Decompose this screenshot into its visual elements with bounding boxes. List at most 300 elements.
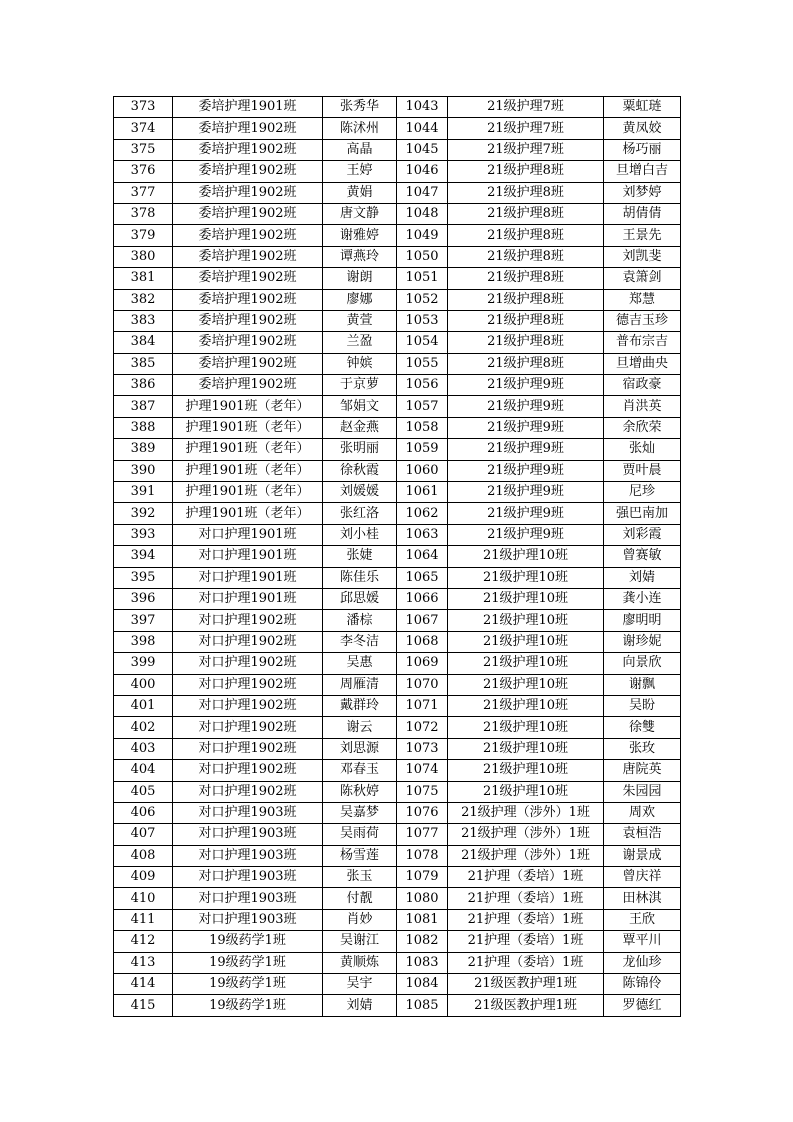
class-name-cell: 委培护理1902班 xyxy=(173,225,323,246)
serial-number-cell: 1064 xyxy=(397,546,448,567)
student-name-cell: 谢云 xyxy=(323,717,397,738)
class-name-cell: 21级护理8班 xyxy=(448,332,604,353)
serial-number-cell: 1074 xyxy=(397,760,448,781)
student-name-cell: 张灿 xyxy=(604,439,681,460)
student-name-cell: 袁桓浩 xyxy=(604,824,681,845)
table-row xyxy=(114,417,681,438)
class-name-cell: 21级护理10班 xyxy=(448,610,604,631)
student-name-cell: 于京萝 xyxy=(323,375,397,396)
serial-number-cell: 1067 xyxy=(397,610,448,631)
class-name-cell: 21级护理7班 xyxy=(448,118,604,139)
student-name-cell: 谭燕玲 xyxy=(323,246,397,267)
class-name-cell: 21级护理7班 xyxy=(448,97,604,118)
class-name-cell: 委培护理1902班 xyxy=(173,289,323,310)
student-name-cell: 张秀华 xyxy=(323,97,397,118)
student-name-cell: 黄顺炼 xyxy=(323,952,397,973)
table-row xyxy=(114,161,681,182)
serial-number-cell: 375 xyxy=(114,139,173,160)
class-name-cell: 对口护理1902班 xyxy=(173,631,323,652)
class-name-cell: 21级护理10班 xyxy=(448,674,604,695)
student-name-cell: 陈秋婷 xyxy=(323,781,397,802)
serial-number-cell: 385 xyxy=(114,353,173,374)
serial-number-cell: 373 xyxy=(114,97,173,118)
student-name-cell: 潘棕 xyxy=(323,610,397,631)
student-name-cell: 刘婧 xyxy=(604,567,681,588)
student-name-cell: 德吉玉珍 xyxy=(604,310,681,331)
table-row xyxy=(114,182,681,203)
table-row xyxy=(114,139,681,160)
class-name-cell: 委培护理1902班 xyxy=(173,118,323,139)
serial-number-cell: 1043 xyxy=(397,97,448,118)
serial-number-cell: 377 xyxy=(114,182,173,203)
table-row xyxy=(114,268,681,289)
class-name-cell: 21护理（委培）1班 xyxy=(448,909,604,930)
serial-number-cell: 1045 xyxy=(397,139,448,160)
class-name-cell: 21级护理10班 xyxy=(448,546,604,567)
table-row xyxy=(114,246,681,267)
serial-number-cell: 389 xyxy=(114,439,173,460)
student-name-cell: 陈沭州 xyxy=(323,118,397,139)
serial-number-cell: 1057 xyxy=(397,396,448,417)
class-name-cell: 委培护理1902班 xyxy=(173,139,323,160)
serial-number-cell: 401 xyxy=(114,695,173,716)
serial-number-cell: 1055 xyxy=(397,353,448,374)
serial-number-cell: 378 xyxy=(114,203,173,224)
serial-number-cell: 380 xyxy=(114,246,173,267)
table-row xyxy=(114,225,681,246)
serial-number-cell: 1062 xyxy=(397,503,448,524)
serial-number-cell: 1063 xyxy=(397,524,448,545)
serial-number-cell: 1073 xyxy=(397,738,448,759)
serial-number-cell: 1054 xyxy=(397,332,448,353)
class-name-cell: 21护理（委培）1班 xyxy=(448,931,604,952)
serial-number-cell: 396 xyxy=(114,588,173,609)
serial-number-cell: 403 xyxy=(114,738,173,759)
class-name-cell: 对口护理1903班 xyxy=(173,845,323,866)
class-name-cell: 对口护理1901班 xyxy=(173,567,323,588)
class-name-cell: 委培护理1901班 xyxy=(173,97,323,118)
student-name-cell: 杨雪莲 xyxy=(323,845,397,866)
student-name-cell: 龙仙珍 xyxy=(604,952,681,973)
table-row xyxy=(114,353,681,374)
student-name-cell: 谢景成 xyxy=(604,845,681,866)
student-name-cell: 刘凯斐 xyxy=(604,246,681,267)
student-name-cell: 赵金燕 xyxy=(323,417,397,438)
table-row xyxy=(114,674,681,695)
serial-number-cell: 1052 xyxy=(397,289,448,310)
class-name-cell: 对口护理1903班 xyxy=(173,867,323,888)
serial-number-cell: 374 xyxy=(114,118,173,139)
student-name-cell: 钟嫔 xyxy=(323,353,397,374)
student-name-cell: 刘思源 xyxy=(323,738,397,759)
class-name-cell: 护理1901班（老年） xyxy=(173,482,323,503)
student-name-cell: 刘小桂 xyxy=(323,524,397,545)
serial-number-cell: 376 xyxy=(114,161,173,182)
table-row xyxy=(114,97,681,118)
student-name-cell: 谢飘 xyxy=(604,674,681,695)
serial-number-cell: 379 xyxy=(114,225,173,246)
table-row xyxy=(114,203,681,224)
student-name-cell: 曾赛敏 xyxy=(604,546,681,567)
class-name-cell: 21级护理8班 xyxy=(448,310,604,331)
student-name-cell: 覃平川 xyxy=(604,931,681,952)
student-name-cell: 谢雅婷 xyxy=(323,225,397,246)
table-row xyxy=(114,439,681,460)
serial-number-cell: 397 xyxy=(114,610,173,631)
student-name-cell: 徐雙 xyxy=(604,717,681,738)
serial-number-cell: 1082 xyxy=(397,931,448,952)
student-name-cell: 袁箫剑 xyxy=(604,268,681,289)
student-name-cell: 吴嘉梦 xyxy=(323,802,397,823)
student-name-cell: 旦增白吉 xyxy=(604,161,681,182)
serial-number-cell: 1077 xyxy=(397,824,448,845)
serial-number-cell: 1056 xyxy=(397,375,448,396)
student-name-cell: 罗德红 xyxy=(604,995,681,1016)
serial-number-cell: 386 xyxy=(114,375,173,396)
table-row xyxy=(114,503,681,524)
serial-number-cell: 1076 xyxy=(397,802,448,823)
class-name-cell: 对口护理1903班 xyxy=(173,909,323,930)
class-name-cell: 21级护理10班 xyxy=(448,631,604,652)
serial-number-cell: 412 xyxy=(114,931,173,952)
class-name-cell: 21级护理10班 xyxy=(448,738,604,759)
student-name-cell: 邹娟文 xyxy=(323,396,397,417)
class-name-cell: 委培护理1902班 xyxy=(173,268,323,289)
student-name-cell: 王欣 xyxy=(604,909,681,930)
student-name-cell: 刘彩霞 xyxy=(604,524,681,545)
class-name-cell: 21级护理8班 xyxy=(448,289,604,310)
class-name-cell: 19级药学1班 xyxy=(173,995,323,1016)
class-name-cell: 21级护理8班 xyxy=(448,246,604,267)
serial-number-cell: 1058 xyxy=(397,417,448,438)
class-name-cell: 21级护理10班 xyxy=(448,717,604,738)
serial-number-cell: 415 xyxy=(114,995,173,1016)
student-name-cell: 吴雨荷 xyxy=(323,824,397,845)
student-name-cell: 黄萱 xyxy=(323,310,397,331)
student-name-cell: 周欢 xyxy=(604,802,681,823)
serial-number-cell: 1061 xyxy=(397,482,448,503)
serial-number-cell: 410 xyxy=(114,888,173,909)
student-name-cell: 普布宗吉 xyxy=(604,332,681,353)
class-name-cell: 委培护理1902班 xyxy=(173,203,323,224)
class-name-cell: 对口护理1902班 xyxy=(173,695,323,716)
class-name-cell: 对口护理1901班 xyxy=(173,588,323,609)
class-name-cell: 护理1901班（老年） xyxy=(173,460,323,481)
class-name-cell: 对口护理1902班 xyxy=(173,738,323,759)
class-name-cell: 对口护理1902班 xyxy=(173,781,323,802)
class-name-cell: 21级护理9班 xyxy=(448,524,604,545)
student-name-cell: 张玉 xyxy=(323,867,397,888)
class-name-cell: 21级护理9班 xyxy=(448,439,604,460)
serial-number-cell: 399 xyxy=(114,653,173,674)
student-name-cell: 强巴南加 xyxy=(604,503,681,524)
student-name-cell: 黄凤姣 xyxy=(604,118,681,139)
serial-number-cell: 1080 xyxy=(397,888,448,909)
table-row xyxy=(114,310,681,331)
student-roster-table xyxy=(113,96,681,1017)
student-name-cell: 朱园园 xyxy=(604,781,681,802)
serial-number-cell: 392 xyxy=(114,503,173,524)
roster-body xyxy=(114,97,681,1017)
student-name-cell: 黄娟 xyxy=(323,182,397,203)
serial-number-cell: 394 xyxy=(114,546,173,567)
table-row xyxy=(114,738,681,759)
serial-number-cell: 1059 xyxy=(397,439,448,460)
class-name-cell: 护理1901班（老年） xyxy=(173,439,323,460)
serial-number-cell: 1066 xyxy=(397,588,448,609)
class-name-cell: 21级医教护理1班 xyxy=(448,995,604,1016)
class-name-cell: 21级护理8班 xyxy=(448,353,604,374)
serial-number-cell: 391 xyxy=(114,482,173,503)
table-row xyxy=(114,588,681,609)
serial-number-cell: 381 xyxy=(114,268,173,289)
serial-number-cell: 387 xyxy=(114,396,173,417)
class-name-cell: 对口护理1901班 xyxy=(173,546,323,567)
student-name-cell: 谢珍妮 xyxy=(604,631,681,652)
student-name-cell: 吴盼 xyxy=(604,695,681,716)
table-row xyxy=(114,524,681,545)
serial-number-cell: 409 xyxy=(114,867,173,888)
class-name-cell: 21级护理（涉外）1班 xyxy=(448,802,604,823)
table-row xyxy=(114,610,681,631)
serial-number-cell: 405 xyxy=(114,781,173,802)
student-name-cell: 刘梦婷 xyxy=(604,182,681,203)
serial-number-cell: 395 xyxy=(114,567,173,588)
student-name-cell: 田林淇 xyxy=(604,888,681,909)
class-name-cell: 对口护理1901班 xyxy=(173,524,323,545)
student-name-cell: 戴群玲 xyxy=(323,695,397,716)
student-name-cell: 宿政豪 xyxy=(604,375,681,396)
serial-number-cell: 407 xyxy=(114,824,173,845)
table-row xyxy=(114,332,681,353)
student-name-cell: 吴谢江 xyxy=(323,931,397,952)
table-row xyxy=(114,888,681,909)
class-name-cell: 21级护理9班 xyxy=(448,375,604,396)
serial-number-cell: 411 xyxy=(114,909,173,930)
table-row xyxy=(114,460,681,481)
student-name-cell: 吴惠 xyxy=(323,653,397,674)
class-name-cell: 21级护理8班 xyxy=(448,182,604,203)
class-name-cell: 护理1901班（老年） xyxy=(173,417,323,438)
serial-number-cell: 1053 xyxy=(397,310,448,331)
student-name-cell: 邱思媛 xyxy=(323,588,397,609)
serial-number-cell: 1060 xyxy=(397,460,448,481)
class-name-cell: 护理1901班（老年） xyxy=(173,396,323,417)
class-name-cell: 对口护理1902班 xyxy=(173,674,323,695)
student-name-cell: 张红洛 xyxy=(323,503,397,524)
class-name-cell: 21级护理8班 xyxy=(448,268,604,289)
class-name-cell: 21级护理10班 xyxy=(448,760,604,781)
student-name-cell: 王婷 xyxy=(323,161,397,182)
table-row xyxy=(114,482,681,503)
class-name-cell: 21级护理10班 xyxy=(448,781,604,802)
serial-number-cell: 402 xyxy=(114,717,173,738)
serial-number-cell: 1069 xyxy=(397,653,448,674)
serial-number-cell: 1070 xyxy=(397,674,448,695)
serial-number-cell: 384 xyxy=(114,332,173,353)
table-row xyxy=(114,631,681,652)
student-name-cell: 张玫 xyxy=(604,738,681,759)
class-name-cell: 21级护理8班 xyxy=(448,203,604,224)
class-name-cell: 21级护理9班 xyxy=(448,417,604,438)
student-name-cell: 张婕 xyxy=(323,546,397,567)
student-name-cell: 李冬洁 xyxy=(323,631,397,652)
table-row xyxy=(114,974,681,995)
class-name-cell: 21级护理7班 xyxy=(448,139,604,160)
class-name-cell: 21护理（委培）1班 xyxy=(448,888,604,909)
serial-number-cell: 1084 xyxy=(397,974,448,995)
serial-number-cell: 404 xyxy=(114,760,173,781)
class-name-cell: 19级药学1班 xyxy=(173,952,323,973)
student-name-cell: 徐秋霞 xyxy=(323,460,397,481)
class-name-cell: 21级护理10班 xyxy=(448,567,604,588)
serial-number-cell: 1081 xyxy=(397,909,448,930)
serial-number-cell: 390 xyxy=(114,460,173,481)
table-row xyxy=(114,802,681,823)
student-name-cell: 张明丽 xyxy=(323,439,397,460)
student-name-cell: 尼珍 xyxy=(604,482,681,503)
serial-number-cell: 1079 xyxy=(397,867,448,888)
serial-number-cell: 382 xyxy=(114,289,173,310)
class-name-cell: 21级护理8班 xyxy=(448,161,604,182)
serial-number-cell: 1078 xyxy=(397,845,448,866)
serial-number-cell: 398 xyxy=(114,631,173,652)
student-name-cell: 王景先 xyxy=(604,225,681,246)
class-name-cell: 19级药学1班 xyxy=(173,931,323,952)
table-row xyxy=(114,760,681,781)
class-name-cell: 对口护理1903班 xyxy=(173,824,323,845)
class-name-cell: 21级护理10班 xyxy=(448,653,604,674)
table-row xyxy=(114,396,681,417)
class-name-cell: 对口护理1903班 xyxy=(173,888,323,909)
serial-number-cell: 408 xyxy=(114,845,173,866)
student-name-cell: 谢朗 xyxy=(323,268,397,289)
class-name-cell: 21级护理10班 xyxy=(448,695,604,716)
class-name-cell: 委培护理1902班 xyxy=(173,310,323,331)
student-name-cell: 高晶 xyxy=(323,139,397,160)
serial-number-cell: 1047 xyxy=(397,182,448,203)
student-name-cell: 邓春玉 xyxy=(323,760,397,781)
class-name-cell: 对口护理1902班 xyxy=(173,653,323,674)
class-name-cell: 委培护理1902班 xyxy=(173,353,323,374)
student-name-cell: 刘婧 xyxy=(323,995,397,1016)
class-name-cell: 委培护理1902班 xyxy=(173,182,323,203)
class-name-cell: 对口护理1902班 xyxy=(173,760,323,781)
student-name-cell: 周雁清 xyxy=(323,674,397,695)
student-name-cell: 向景欣 xyxy=(604,653,681,674)
serial-number-cell: 388 xyxy=(114,417,173,438)
student-name-cell: 胡倩倩 xyxy=(604,203,681,224)
table-row xyxy=(114,824,681,845)
class-name-cell: 21级护理9班 xyxy=(448,503,604,524)
serial-number-cell: 1085 xyxy=(397,995,448,1016)
table-row xyxy=(114,952,681,973)
class-name-cell: 21级护理9班 xyxy=(448,396,604,417)
table-row xyxy=(114,909,681,930)
student-name-cell: 肖妙 xyxy=(323,909,397,930)
serial-number-cell: 1046 xyxy=(397,161,448,182)
class-name-cell: 委培护理1902班 xyxy=(173,332,323,353)
table-row xyxy=(114,931,681,952)
serial-number-cell: 1075 xyxy=(397,781,448,802)
student-name-cell: 廖娜 xyxy=(323,289,397,310)
student-name-cell: 唐文静 xyxy=(323,203,397,224)
student-name-cell: 余欣荣 xyxy=(604,417,681,438)
table-row xyxy=(114,118,681,139)
serial-number-cell: 1048 xyxy=(397,203,448,224)
serial-number-cell: 400 xyxy=(114,674,173,695)
table-row xyxy=(114,695,681,716)
student-name-cell: 龚小连 xyxy=(604,588,681,609)
student-name-cell: 郑慧 xyxy=(604,289,681,310)
class-name-cell: 21级护理9班 xyxy=(448,482,604,503)
class-name-cell: 21级护理8班 xyxy=(448,225,604,246)
serial-number-cell: 1071 xyxy=(397,695,448,716)
table-row xyxy=(114,375,681,396)
table-row xyxy=(114,867,681,888)
student-name-cell: 陈锦伶 xyxy=(604,974,681,995)
table-row xyxy=(114,781,681,802)
student-name-cell: 付靓 xyxy=(323,888,397,909)
serial-number-cell: 1065 xyxy=(397,567,448,588)
table-row xyxy=(114,289,681,310)
student-name-cell: 粟虹琏 xyxy=(604,97,681,118)
student-name-cell: 旦增曲央 xyxy=(604,353,681,374)
table-row xyxy=(114,546,681,567)
class-name-cell: 委培护理1902班 xyxy=(173,161,323,182)
serial-number-cell: 1083 xyxy=(397,952,448,973)
serial-number-cell: 393 xyxy=(114,524,173,545)
class-name-cell: 21级医教护理1班 xyxy=(448,974,604,995)
student-name-cell: 曾庆祥 xyxy=(604,867,681,888)
serial-number-cell: 1072 xyxy=(397,717,448,738)
serial-number-cell: 1049 xyxy=(397,225,448,246)
student-name-cell: 肖洪英 xyxy=(604,396,681,417)
serial-number-cell: 413 xyxy=(114,952,173,973)
class-name-cell: 对口护理1903班 xyxy=(173,802,323,823)
table-row xyxy=(114,995,681,1016)
class-name-cell: 21护理（委培）1班 xyxy=(448,952,604,973)
table-row xyxy=(114,653,681,674)
class-name-cell: 护理1901班（老年） xyxy=(173,503,323,524)
serial-number-cell: 1051 xyxy=(397,268,448,289)
student-name-cell: 兰盈 xyxy=(323,332,397,353)
class-name-cell: 21级护理（涉外）1班 xyxy=(448,824,604,845)
class-name-cell: 委培护理1902班 xyxy=(173,246,323,267)
table-row xyxy=(114,567,681,588)
table-row xyxy=(114,845,681,866)
class-name-cell: 21护理（委培）1班 xyxy=(448,867,604,888)
class-name-cell: 委培护理1902班 xyxy=(173,375,323,396)
class-name-cell: 对口护理1902班 xyxy=(173,610,323,631)
student-name-cell: 唐院英 xyxy=(604,760,681,781)
class-name-cell: 21级护理10班 xyxy=(448,588,604,609)
serial-number-cell: 406 xyxy=(114,802,173,823)
student-name-cell: 刘媛媛 xyxy=(323,482,397,503)
student-name-cell: 吴宇 xyxy=(323,974,397,995)
table-row xyxy=(114,717,681,738)
serial-number-cell: 414 xyxy=(114,974,173,995)
class-name-cell: 21级护理（涉外）1班 xyxy=(448,845,604,866)
student-name-cell: 廖明明 xyxy=(604,610,681,631)
class-name-cell: 19级药学1班 xyxy=(173,974,323,995)
serial-number-cell: 1044 xyxy=(397,118,448,139)
class-name-cell: 21级护理9班 xyxy=(448,460,604,481)
serial-number-cell: 1050 xyxy=(397,246,448,267)
student-name-cell: 陈佳乐 xyxy=(323,567,397,588)
student-name-cell: 杨巧丽 xyxy=(604,139,681,160)
serial-number-cell: 383 xyxy=(114,310,173,331)
